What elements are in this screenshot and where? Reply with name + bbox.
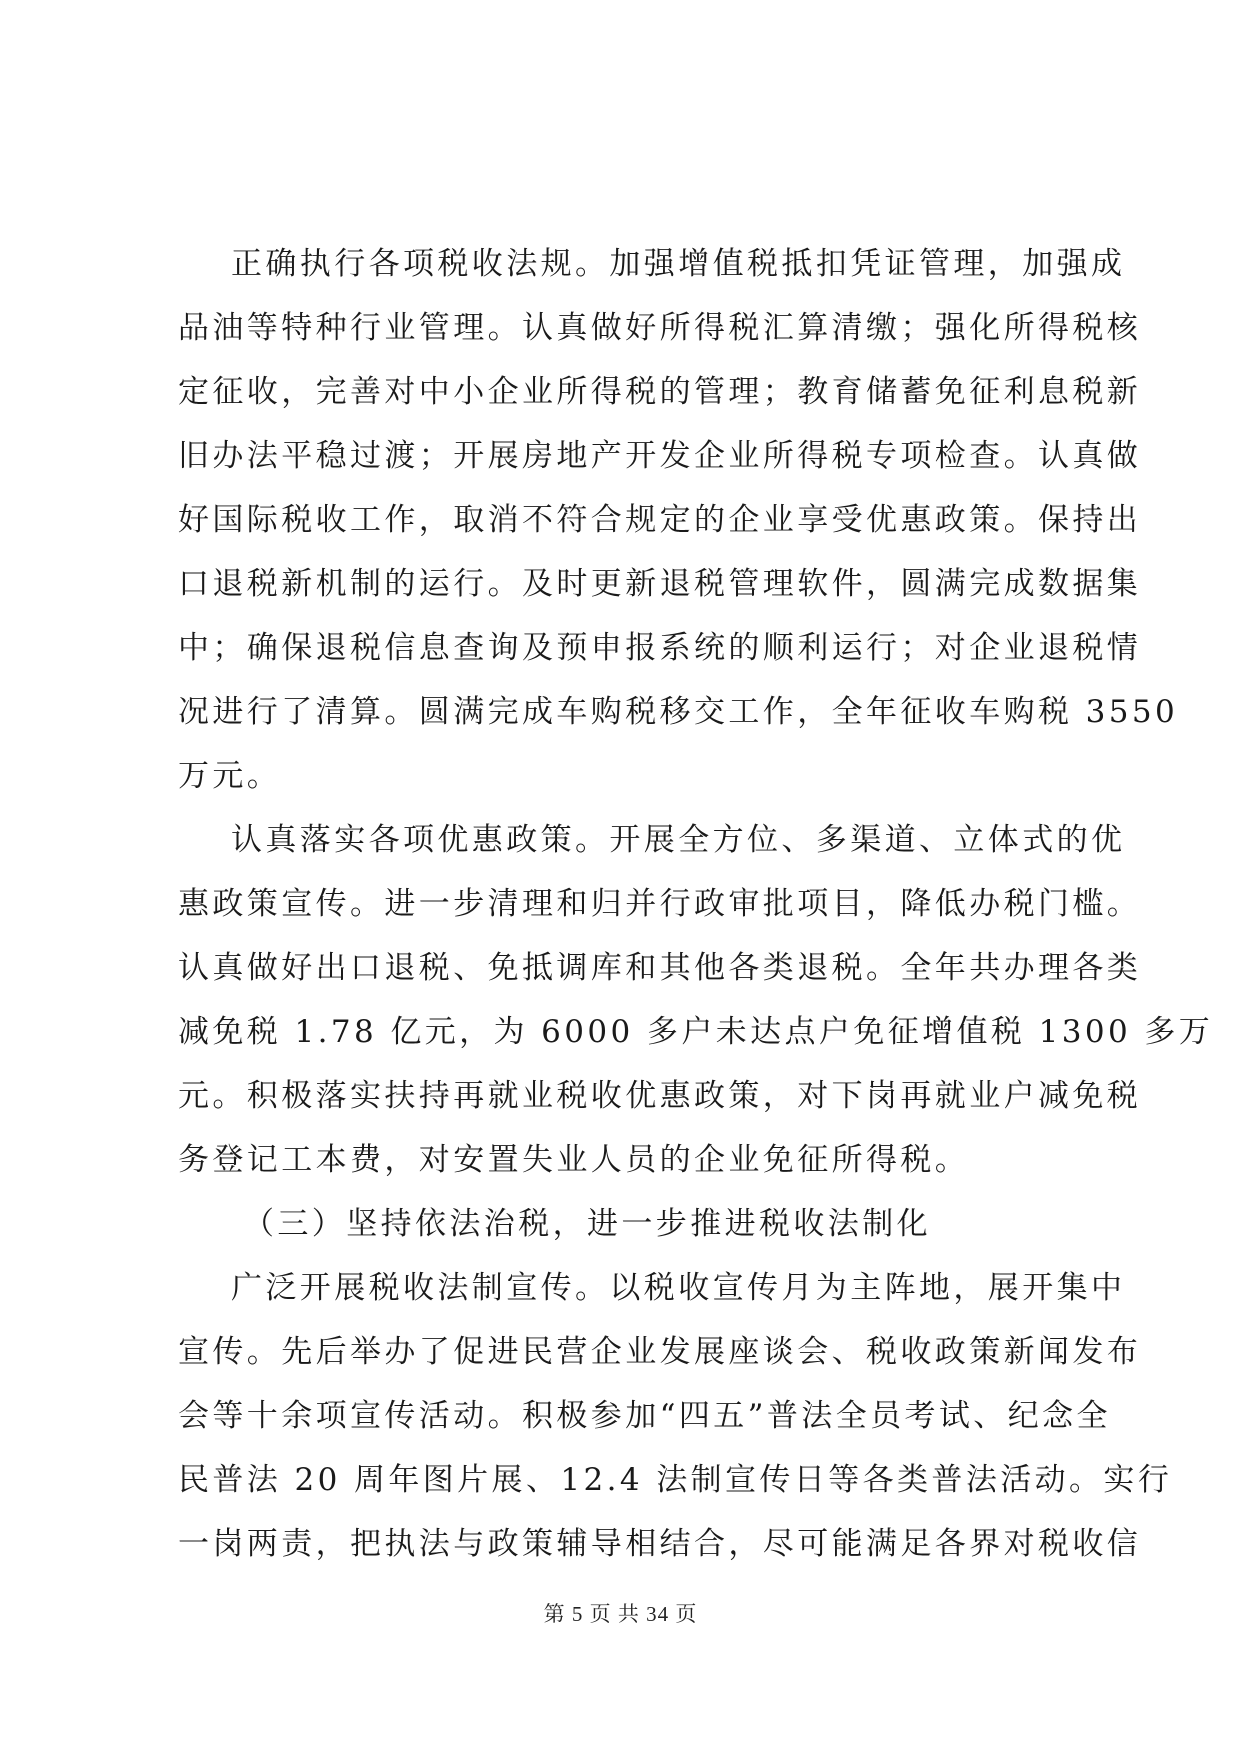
- text-line: 民普法 20 周年图片展、12.4 法制宣传日等各类普法活动。实行: [178, 1462, 1173, 1498]
- text-line: 好国际税收工作，取消不符合规定的企业享受优惠政策。保持出: [178, 502, 1142, 538]
- text-line: 定征收，完善对中小企业所得税的管理；教育储蓄免征利息税新: [178, 374, 1142, 410]
- document-body: [178, 232, 1214, 1576]
- text-line: 务登记工本费，对安置失业人员的企业免征所得税。: [178, 1142, 970, 1178]
- text-line: 惠政策宣传。进一步清理和归并行政审批项目，降低办税门槛。: [178, 886, 1142, 922]
- text-line: 认真做好出口退税、免抵调库和其他各类退税。全年共办理各类: [178, 950, 1142, 986]
- text-line: 口退税新机制的运行。及时更新退税管理软件，圆满完成数据集: [178, 566, 1142, 602]
- text-line: 宣传。先后举办了促进民营企业发展座谈会、税收政策新闻发布: [178, 1334, 1142, 1370]
- text-line: 认真落实各项优惠政策。开展全方位、多渠道、立体式的优: [231, 822, 1126, 858]
- text-line: 品油等特种行业管理。认真做好所得税汇算清缴；强化所得税核: [178, 310, 1142, 346]
- paragraph-preferential-policies: [178, 808, 1214, 1192]
- page-number-footer: 第 5 页 共 34 页: [543, 1602, 698, 1626]
- text-line: 减免税 1.78 亿元，为 6000 多户未达点户免征增值税 1300 多万: [178, 1014, 1214, 1050]
- text-line: 元。积极落实扶持再就业税收优惠政策，对下岗再就业户减免税: [178, 1078, 1142, 1114]
- text-line: 会等十余项宣传活动。积极参加“四五”普法全员考试、纪念全: [178, 1398, 1111, 1434]
- text-line: 中；确保退税信息查询及预申报系统的顺利运行；对企业退税情: [178, 630, 1142, 666]
- text-line: 广泛开展税收法制宣传。以税收宣传月为主阵地，展开集中: [231, 1270, 1126, 1306]
- paragraph-legal-publicity: [178, 1256, 1173, 1576]
- paragraph-tax-regulations: [178, 232, 1179, 808]
- text-line: 万元。: [178, 758, 282, 794]
- text-line: 正确执行各项税收法规。加强增值税抵扣凭证管理，加强成: [231, 246, 1126, 282]
- text-line: 旧办法平稳过渡；开展房地产开发企业所得税专项检查。认真做: [178, 438, 1142, 474]
- section-heading: （三）坚持依法治税，进一步推进税收法制化: [243, 1206, 931, 1242]
- text-line: 况进行了清算。圆满完成车购税移交工作，全年征收车购税 3550: [178, 694, 1179, 730]
- text-line: 一岗两责，把执法与政策辅导相结合，尽可能满足各界对税收信: [178, 1526, 1142, 1562]
